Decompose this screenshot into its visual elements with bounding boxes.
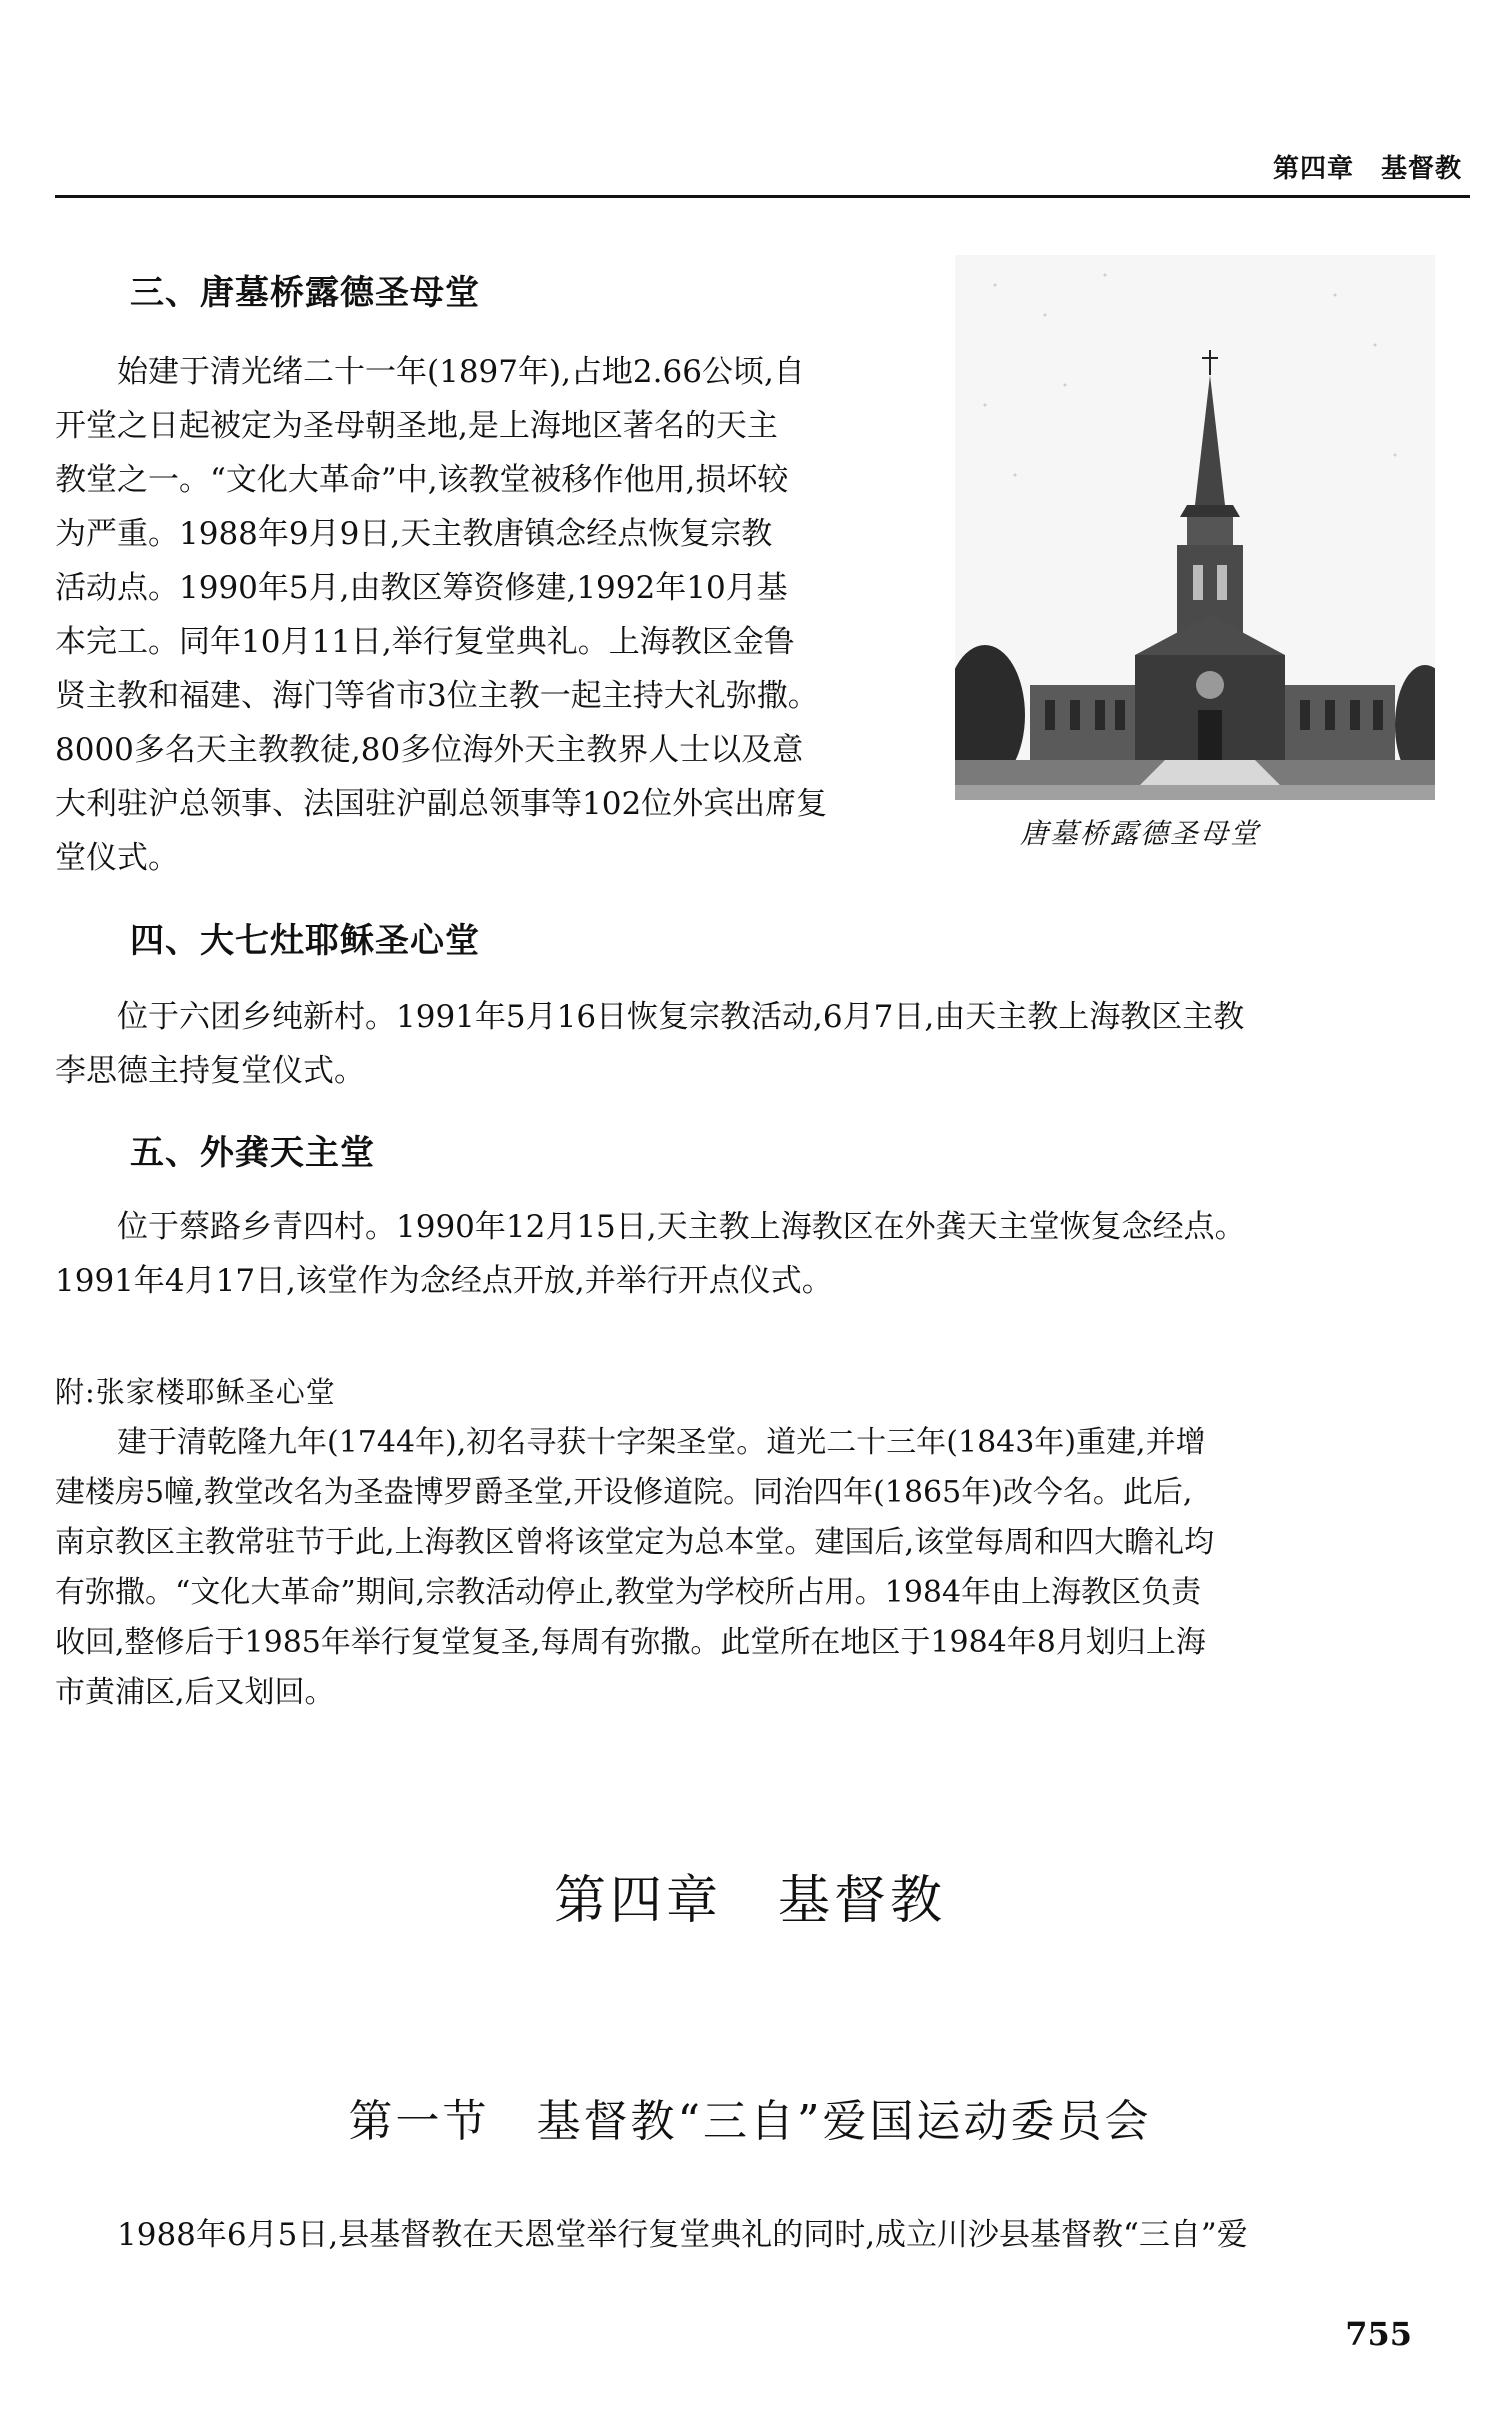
appendix-paragraph [55, 1418, 1465, 1718]
paragraph-waigong [55, 1200, 1465, 1308]
text-line: 本完工。同年10月11日,举行复堂典礼。上海教区金鲁 [55, 624, 795, 660]
text-line: 大利驻沪总领事、法国驻沪副总领事等102位外宾出席复 [55, 786, 828, 822]
text-line: 堂仪式。 [55, 840, 179, 876]
text-line: 南京教区主教常驻节于此,上海教区曾将该堂定为总本堂。建国后,该堂每周和四大瞻礼均 [55, 1525, 1215, 1560]
text-line: 贤主教和福建、海门等省市3位主教一起主持大礼弥撒。 [55, 678, 819, 714]
text-line: 教堂之一。“文化大革命”中,该教堂被移作他用,损坏较 [55, 462, 789, 498]
text-line: 有弥撒。“文化大革命”期间,宗教活动停止,教堂为学校所占用。1984年由上海教区负责 [55, 1575, 1202, 1610]
text-line: 活动点。1990年5月,由教区筹资修建,1992年10月基 [55, 570, 788, 606]
church-illustration [955, 255, 1435, 800]
text-line: 1991年4月17日,该堂作为念经点开放,并举行开点仪式。 [55, 1263, 833, 1299]
church-photo [955, 255, 1435, 800]
text-line: 收回,整修后于1985年举行复堂复圣,每周有弥撒。此堂所在地区于1984年8月划归上海 [55, 1625, 1206, 1660]
text-line: 李思德主持复堂仪式。 [55, 1053, 365, 1089]
photo-caption: 唐墓桥露德圣母堂 [1020, 817, 1261, 850]
text-line: 位于六团乡纯新村。1991年5月16日恢复宗教活动,6月7日,由天主教上海教区主教 [117, 999, 1245, 1035]
text-line: 位于蔡路乡青四村。1990年12月15日,天主教上海教区在外龚天主堂恢复念经点。 [117, 1209, 1246, 1245]
header-rule [55, 195, 1470, 198]
section-title: 第一节 基督教“三自”爱国运动委员会 [348, 2096, 1152, 2147]
paragraph-daqizao [55, 990, 1465, 1098]
text-line: 8000多名天主教教徒,80多位海外天主教界人士以及意 [55, 732, 804, 768]
text-line: 1988年6月5日,县基督教在天恩堂举行复堂典礼的同时,成立川沙县基督教“三自”爱 [117, 2217, 1248, 2253]
section-heading-waigong: 五、外龚天主堂 [130, 1133, 375, 1173]
running-head: 第四章 基督教 [1272, 154, 1462, 184]
text-line: 开堂之日起被定为圣母朝圣地,是上海地区著名的天主 [55, 408, 778, 444]
appendix-label: 附:张家楼耶稣圣心堂 [55, 1375, 336, 1409]
text-line: 始建于清光绪二十一年(1897年),占地2.66公顷,自 [117, 354, 805, 390]
final-paragraph [55, 2208, 1465, 2262]
text-line: 建于清乾隆九年(1744年),初名寻获十字架圣堂。道光二十三年(1843年)重建,并增 [117, 1425, 1206, 1460]
section-heading-tangmuqiao: 三、唐墓桥露德圣母堂 [130, 273, 480, 313]
section-heading-daqizao: 四、大七灶耶稣圣心堂 [130, 921, 480, 961]
text-line: 市黄浦区,后又划回。 [55, 1675, 335, 1710]
chapter-title: 第四章 基督教 [553, 1871, 946, 1931]
text-line: 建楼房5幢,教堂改名为圣盎博罗爵圣堂,开设修道院。同治四年(1865年)改今名。此后, [55, 1475, 1193, 1510]
paragraph-tangmuqiao [55, 345, 935, 885]
text-line: 为严重。1988年9月9日,天主教唐镇念经点恢复宗教 [55, 516, 773, 552]
page-number: 755 [1345, 2315, 1412, 2353]
